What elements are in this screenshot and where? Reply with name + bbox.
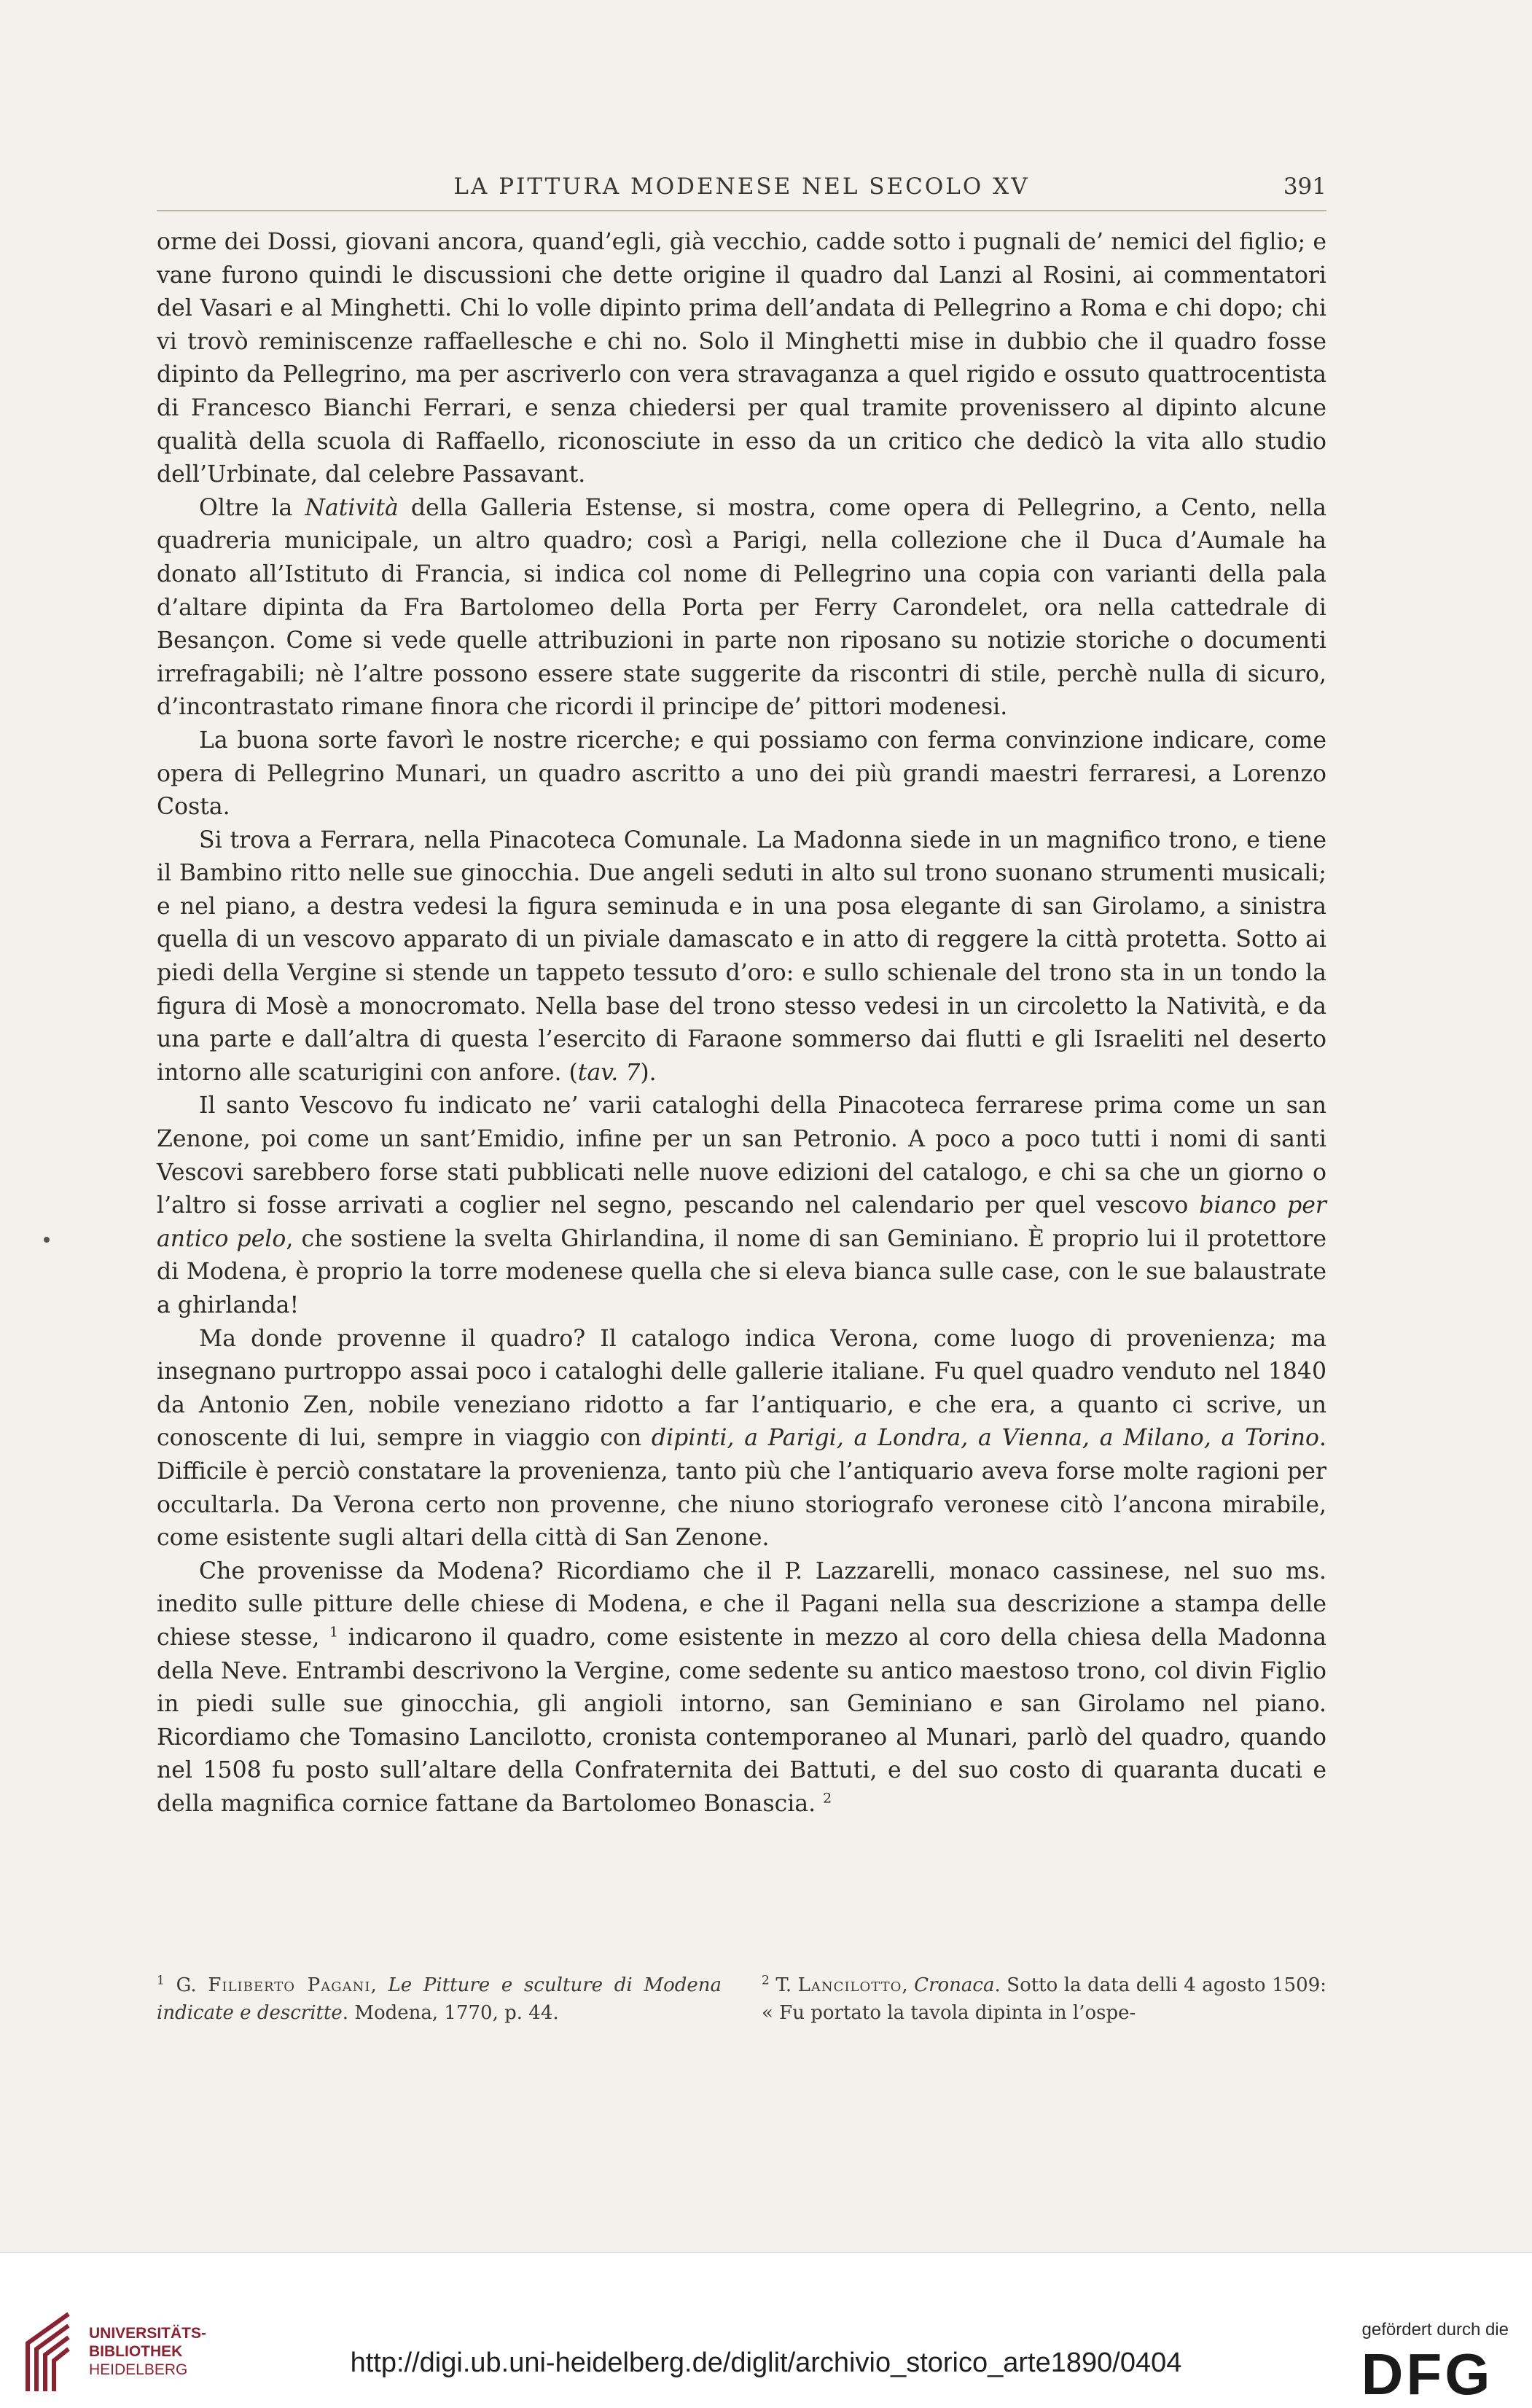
body-text (157, 226, 1326, 1821)
text-run: , (370, 1974, 388, 1996)
text-run: G. (164, 1974, 208, 1996)
permalink-url[interactable]: http://digi.ub.uni-heidelberg.de/diglit/archivio_storico_arte1890/0404 (350, 2348, 1182, 2378)
italic-text: Cronaca (914, 1974, 995, 1996)
page-number: 391 (1283, 173, 1326, 200)
text-run: ). (640, 1059, 657, 1086)
italic-text: Natività (305, 494, 399, 521)
footnote-marker: 2 (823, 1790, 832, 1807)
footnote-marker: 1 (329, 1624, 339, 1641)
footnote-marker: 2 (762, 1973, 770, 1988)
sponsor-label: gefördert durch die (1361, 2320, 1509, 2339)
text-run: orme dei Dossi, giovani ancora, quand’egli, già vecchio, cadde sotto i pugnali de’ nemici del figlio; e vane furono quindi le discussioni che dette origine il quadro dal Lanzi al Rosini, ai commentatori del Vasari e al Minghetti. Chi lo volle dipinto prima dell’andata di Pellegrino a Roma e chi dopo; chi vi trovò reminiscenze raffaellesche e chi no. Solo il Minghetti mise in dubbio che il quadro fosse dipinto da Pellegrino, ma per ascriverlo con vera stravaganza a quel rigido e ossuto quattrocentista di Francesco Bianchi Ferrari, e senza chiedersi per qual tramite provenissero al dipinto alcune qualità della scuola di Raffaello, riconosciute in esso da un critico che dedicò la vita allo studio dell’Urbinate, dal celebre Passavant. (157, 229, 1326, 488)
footnotes (157, 1971, 1326, 2027)
paragraph (157, 226, 1326, 492)
paragraph (157, 492, 1326, 724)
page-header (157, 166, 1326, 211)
paragraph (157, 1555, 1326, 1821)
library-name-line: BIBLIOTHEK (89, 2343, 183, 2360)
text-run: . Sotto la data delli 4 agosto 1509: « Fu portato la tavola dipinta in l’ospe- (762, 1974, 1326, 2024)
italic-text: dipinti, a Parigi, a Londra, a Vienna, a Milano, a Torino (651, 1425, 1319, 1452)
text-run: indicarono il quadro, come esistente in mezzo al coro della chiesa della Madonna della Neve. Entrambi descrivono la Vergine, come sedente su antico maestoso trono, col divin Figlio in piedi sulle sue ginocchia, gli angioli intorno, san Geminiano e san Girolamo nel piano. Ricordiamo che Tomasino Lancilotto, cronista contemporaneo al Munari, parlò del quadro, quando nel 1508 fu posto sull’altare della Confraternita dei Battuti, e del suo costo di quaranta ducati e della magnifica cornice fattane da Bartolomeo Bonascia. (157, 1624, 1326, 1817)
text-run: , che sostiene la svelta Ghirlandina, il nome di san Geminiano. È proprio lui il protettore di Modena, è proprio la torre modenese quella che si eleva bianca sulle case, con le sue balaustrate a ghirlanda! (157, 1225, 1327, 1318)
text-run: T. (769, 1974, 798, 1996)
footnote-marker: 1 (157, 1973, 165, 1988)
footnote (157, 1971, 722, 2027)
library-name-line: HEIDELBERG (89, 2361, 188, 2378)
text-run: Si trova a Ferrara, nella Pinacoteca Comunale. La Madonna siede in un magnifico trono, e tiene il Bambino ritto nelle sue ginocchia. Due angeli seduti in alto sul trono suonano strumenti musicali; e nel piano, a destra vedesi la figura seminuda e in una posa elegante di san Girolamo, a sinistra quella di un vescovo apparato di un piviale damascato e in atto di reggere la città protetta. Sotto ai piedi della Vergine si stende un tappeto tessuto d’oro: e sullo schienale del trono sta in un tondo la figura di Mosè a monocromato. Nella base del trono stesso vedesi in un circoletto la Natività, e da una parte e dall’altra di questa l’esercito di Faraone sommerso dai flutti e gli Israeliti nel deserto intorno alle scaturigini con anfore. ( (157, 826, 1326, 1086)
paragraph (157, 1323, 1326, 1555)
author-name: Filiberto Pagani (208, 1974, 371, 1996)
paragraph (157, 824, 1326, 1090)
text-run: , (902, 1974, 915, 1996)
text-run: . Difficile è perciò constatare la provenienza, tanto più che l’antiquario aveva forse molte ragioni per occultarla. Da Verona certo non provenne, che niuno storiografo veronese citò l’ancona mirabile, come esistente sugli altari della città di San Zenone. (157, 1425, 1326, 1552)
paragraph (157, 724, 1326, 824)
text-run: Oltre la (199, 494, 305, 521)
running-title: LA PITTURA MODENESE NEL SECOLO XV (453, 173, 1030, 200)
footnote (762, 1971, 1326, 2027)
text-run: La buona sorte favorì le nostre ricerche; e qui possiamo con ferma convinzione indicare, come opera di Pellegrino Munari, un quadro ascritto a uno dei più grandi maestri ferraresi, a Lorenzo Costa. (157, 727, 1326, 821)
italic-text: bianco per antico pelo (157, 1192, 1326, 1252)
text-run: Ma donde provenne il quadro? Il catalogo indica Verona, come luogo di provenienza; ma insegnano purtroppo assai poco i cataloghi delle gallerie italiane. Fu quel quadro venduto nel 1840 da Antonio Zen, nobile veneziano ridotto a far l’antiquario, e che era, a quanto ci scrive, un conoscente di lui, sempre in viaggio con (157, 1325, 1326, 1452)
digitization-footer (0, 2252, 1532, 2408)
library-name-line: UNIVERSITÄTS- (89, 2325, 207, 2342)
italic-text: Le Pitture e sculture di Modena indicate e descritte (157, 1974, 722, 2024)
italic-text: tav. 7 (577, 1059, 641, 1086)
text-run: della Galleria Estense, si mostra, come opera di Pellegrino, a Cento, nella quadreria municipale, un altro quadro; così a Parigi, nella collezione che il Duca d’Aumale ha donato all’Istituto di Francia, si indica col nome di Pellegrino una copia con varianti della pala d’altare dipinta da Fra Bartolomeo della Porta per Ferry Carondelet, ora nella cattedrale di Besançon. Come si vede quelle attribuzioni in parte non riposano su notizie storiche o documenti irrefragabili; nè l’altre possono essere state suggerite da riscontri di stile, perchè nulla di sicuro, d’incontrastato rimane finora che ricordi il principe de’ pittori modenesi. (157, 494, 1326, 721)
margin-mark (44, 1237, 50, 1243)
text-run: Che provenisse da Modena? Ricordiamo che il P. Lazzarelli, monaco cassinese, nel suo ms. inedito sulle pitture delle chiese di Modena, e che il Pagani nella sua descrizione a stampa delle chiese stesse, (157, 1557, 1326, 1651)
dfg-logo-icon[interactable] (1344, 2348, 1510, 2400)
dfg-logo-text: DFG (1361, 2348, 1493, 2400)
text-run: . Modena, 1770, p. 44. (342, 2002, 559, 2024)
author-name: Lancilotto (797, 1974, 902, 1996)
paragraph (157, 1090, 1326, 1322)
text-run: Il santo Vescovo fu indicato ne’ varii cataloghi della Pinacoteca ferrarese prima come un san Zenone, poi come un sant’Emidio, infine per un san Petronio. A poco a poco tutti i nomi di santi Vescovi sarebbero forse stati pubblicati nelle nuove edizioni del catalogo, e chi sa che un giorno o l’altro si fosse arrivati a coglier nel segno, pescando nel calendario per quel vescovo (157, 1092, 1326, 1219)
